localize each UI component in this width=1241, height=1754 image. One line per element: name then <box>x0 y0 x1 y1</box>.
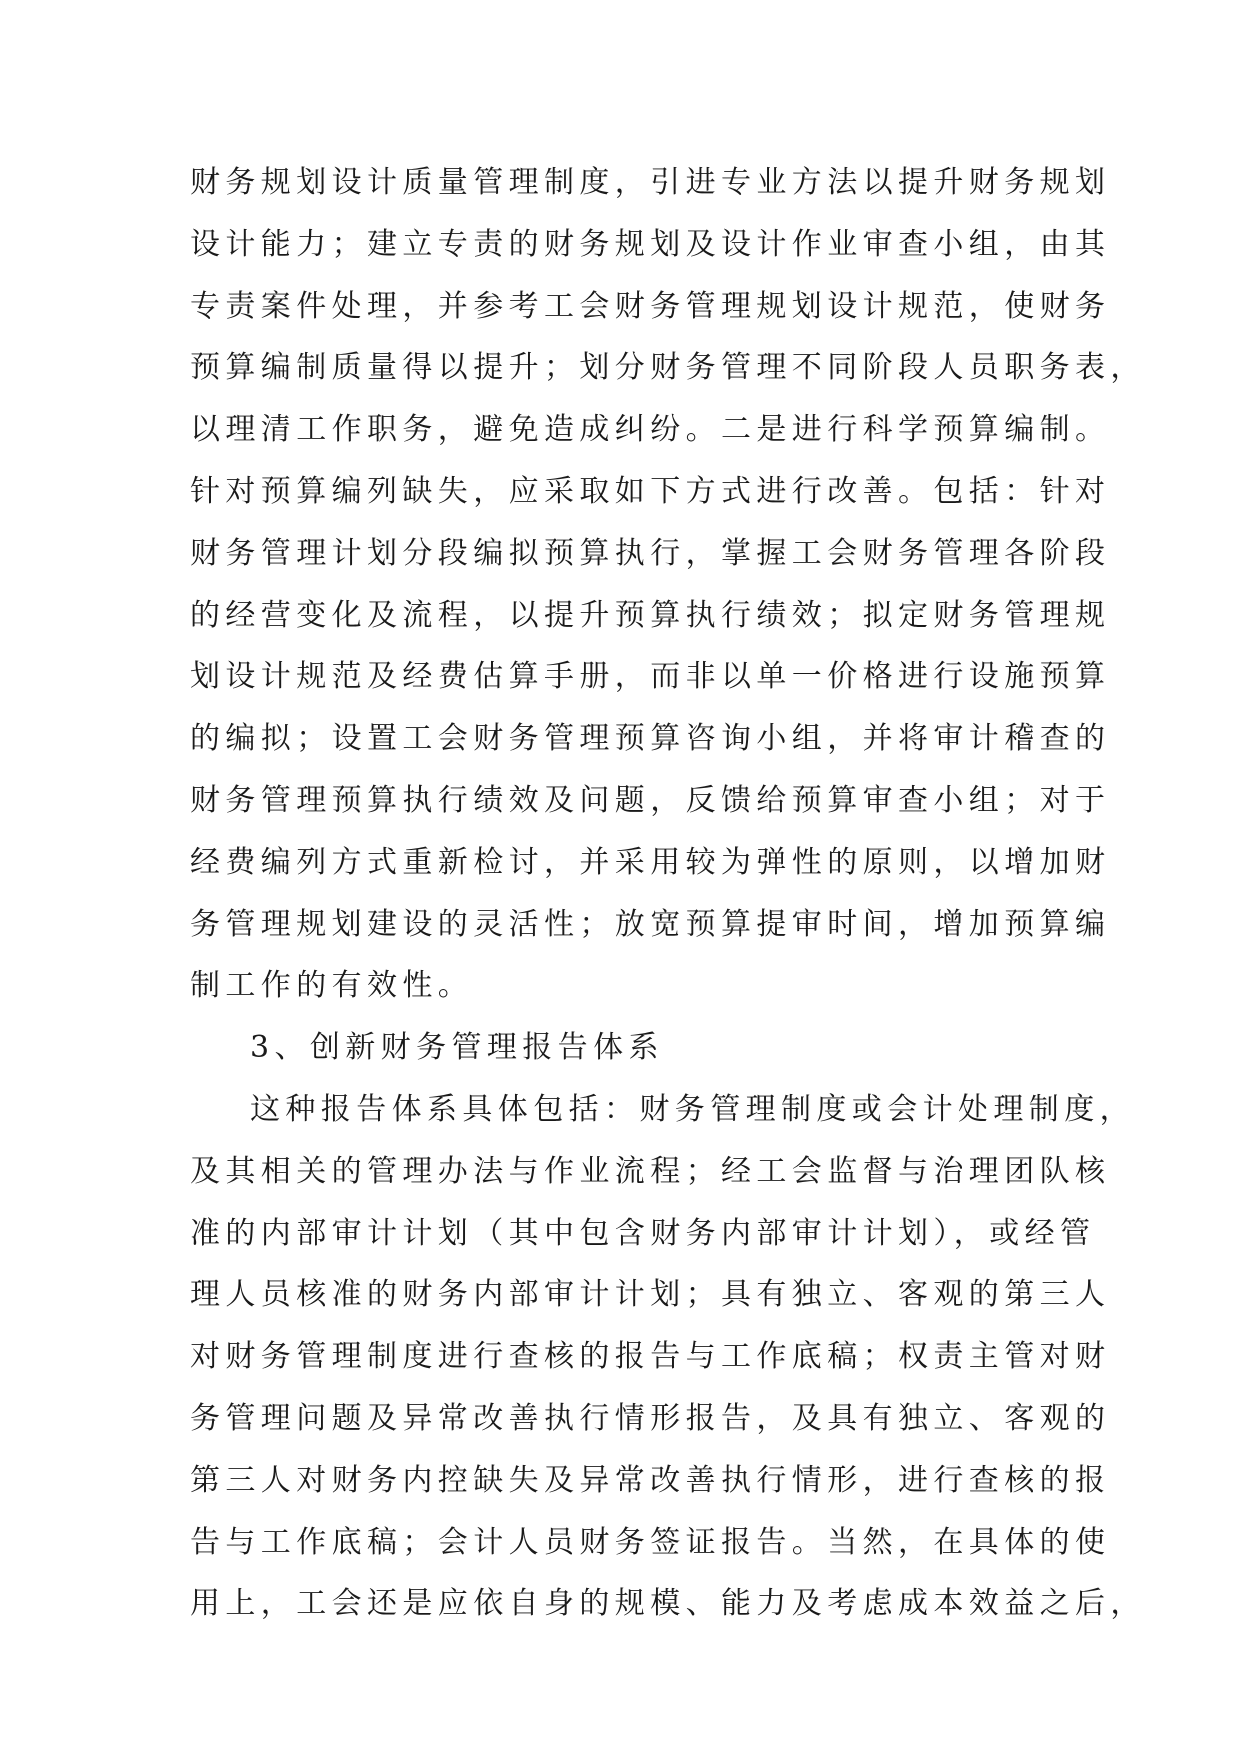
text-line: 理人员核准的财务内部审计计划；具有独立、客观的第三人 <box>190 1277 1111 1313</box>
text-line: 对财务管理制度进行查核的报告与工作底稿；权责主管对财 <box>190 1339 1111 1375</box>
text-line: 以理清工作职务，避免造成纠纷。二是进行科学预算编制。 <box>190 412 1111 448</box>
text-line: 划设计规范及经费估算手册，而非以单一价格进行设施预算 <box>190 659 1111 695</box>
text-line: 的经营变化及流程，以提升预算执行绩效；拟定财务管理规 <box>190 597 1111 633</box>
text-line: 准的内部审计计划（其中包含财务内部审计计划），或经管 <box>190 1215 1096 1251</box>
text-line: 的编拟；设置工会财务管理预算咨询小组，并将审计稽查的 <box>190 721 1111 757</box>
section-heading: 3、创新财务管理报告体系 <box>250 1030 664 1066</box>
text-line: 及其相关的管理办法与作业流程；经工会监督与治理团队核 <box>190 1153 1111 1189</box>
text-line: 告与工作底稿；会计人员财务签证报告。当然，在具体的使 <box>190 1524 1111 1560</box>
text-line: 经费编列方式重新检讨，并采用较为弹性的原则，以增加财 <box>190 844 1111 880</box>
text-line: 设计能力；建立专责的财务规划及设计作业审查小组，由其 <box>190 226 1111 262</box>
text-line: 第三人对财务内控缺失及异常改善执行情形，进行查核的报 <box>190 1462 1111 1498</box>
text-line: 务管理规划建设的灵活性；放宽预算提审时间，增加预算编 <box>190 906 1111 942</box>
text-line: 务管理问题及异常改善执行情形报告，及具有独立、客观的 <box>190 1400 1111 1436</box>
text-line: 预算编制质量得以提升；划分财务管理不同阶段人员职务表， <box>190 350 1146 386</box>
text-line: 财务管理计划分段编拟预算执行，掌握工会财务管理各阶段 <box>190 535 1111 571</box>
text-line: 财务管理预算执行绩效及问题，反馈给预算审查小组；对于 <box>190 782 1111 818</box>
text-line: 财务规划设计质量管理制度，引进专业方法以提升财务规划 <box>190 165 1111 200</box>
text-line: 针对预算编列缺失，应采取如下方式进行改善。包括：针对 <box>190 473 1111 509</box>
text-line: 制工作的有效性。 <box>190 968 474 1004</box>
text-line: 用上，工会还是应依自身的规模、能力及考虑成本效益之后， <box>190 1586 1146 1622</box>
body-text <box>190 152 1146 1635</box>
paragraph-start: 这种报告体系具体包括：财务管理制度或会计处理制度， <box>250 1091 1135 1127</box>
text-line: 专责案件处理，并参考工会财务管理规划设计规范，使财务 <box>190 288 1111 324</box>
